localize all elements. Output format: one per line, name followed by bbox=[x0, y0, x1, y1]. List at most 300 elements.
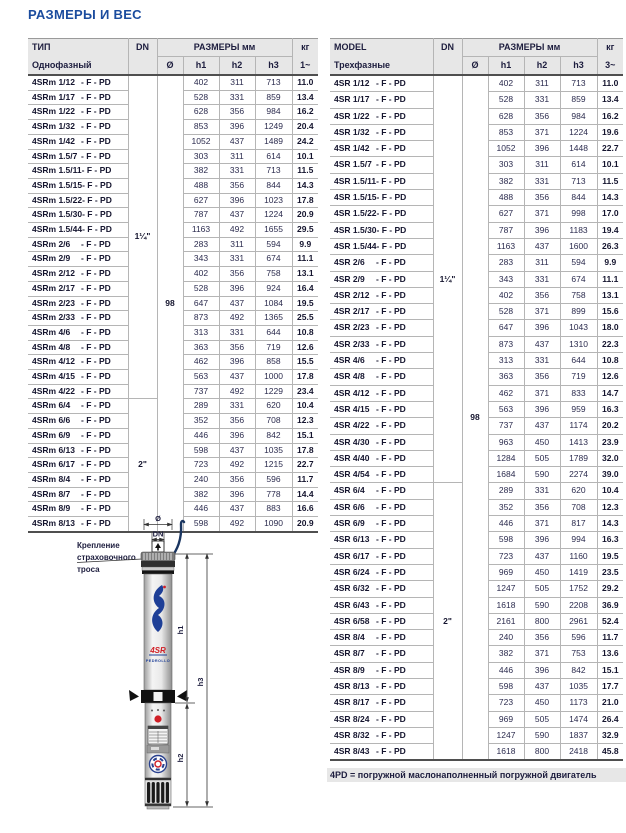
col-header-h2: h2 bbox=[219, 57, 255, 76]
h1-cell: 853 bbox=[183, 120, 219, 135]
h3-cell: 2274 bbox=[560, 467, 597, 483]
clamp-arrow-right-icon bbox=[177, 690, 187, 701]
h1-cell: 382 bbox=[488, 646, 524, 662]
weight-cell: 16.2 bbox=[292, 105, 318, 120]
h3-cell: 596 bbox=[255, 472, 292, 487]
model-cell: 4SRm 4/8 - F - PD bbox=[28, 340, 128, 355]
svg-text:Ø: Ø bbox=[155, 514, 161, 523]
model-cell: 4SR 6/58 - F - PD bbox=[330, 613, 433, 629]
h1-cell: 628 bbox=[488, 108, 524, 124]
h3-cell: 614 bbox=[560, 157, 597, 173]
weight-cell: 19.4 bbox=[597, 222, 623, 238]
model-cell: 4SR 8/9 - F - PD bbox=[330, 662, 433, 678]
h1-cell: 313 bbox=[183, 325, 219, 340]
h1-cell: 627 bbox=[183, 193, 219, 208]
h3-cell: 833 bbox=[560, 385, 597, 401]
model-cell: 4SR 8/32 - F - PD bbox=[330, 727, 433, 743]
h2-cell: 331 bbox=[524, 92, 560, 108]
h3-cell: 644 bbox=[560, 353, 597, 369]
three-phase-rows bbox=[330, 75, 623, 760]
h1-cell: 283 bbox=[183, 237, 219, 252]
weight-cell: 14.7 bbox=[597, 385, 623, 401]
h2-cell: 371 bbox=[524, 124, 560, 140]
h3-cell: 620 bbox=[255, 399, 292, 414]
weight-cell: 11.0 bbox=[292, 75, 318, 90]
h2-cell: 492 bbox=[219, 458, 255, 473]
weight-cell: 23.4 bbox=[292, 384, 318, 399]
h2-cell: 356 bbox=[219, 340, 255, 355]
svg-text:страховочного: страховочного bbox=[77, 553, 136, 562]
h2-cell: 437 bbox=[219, 502, 255, 517]
h3-cell: 1000 bbox=[255, 370, 292, 385]
h1-cell: 402 bbox=[183, 75, 219, 90]
h2-cell: 396 bbox=[219, 355, 255, 370]
h2-cell: 492 bbox=[219, 517, 255, 532]
weight-cell: 16.3 bbox=[597, 401, 623, 417]
h2-cell: 396 bbox=[219, 428, 255, 443]
weight-cell: 13.4 bbox=[597, 92, 623, 108]
weight-cell: 17.0 bbox=[597, 206, 623, 222]
model-cell: 4SR 2/33 - F - PD bbox=[330, 336, 433, 352]
col-header-dn-spacer bbox=[433, 57, 462, 76]
h3-cell: 2418 bbox=[560, 744, 597, 761]
h2-cell: 505 bbox=[524, 450, 560, 466]
h3-cell: 758 bbox=[560, 287, 597, 303]
weight-cell: 17.8 bbox=[292, 370, 318, 385]
h3-cell: 1365 bbox=[255, 311, 292, 326]
h2-cell: 437 bbox=[524, 336, 560, 352]
h3-cell: 594 bbox=[255, 237, 292, 252]
h1-cell: 1052 bbox=[488, 141, 524, 157]
single-phase-table bbox=[28, 38, 318, 533]
model-cell: 4SR 2/6 - F - PD bbox=[330, 255, 433, 271]
h1-cell: 382 bbox=[488, 173, 524, 189]
model-cell: 4SR 6/17 - F - PD bbox=[330, 548, 433, 564]
h2-cell: 371 bbox=[524, 646, 560, 662]
h3-cell: 1655 bbox=[255, 223, 292, 238]
svg-text:DN: DN bbox=[152, 529, 164, 539]
h3-cell: 1310 bbox=[560, 336, 597, 352]
col-header-model: MODEL bbox=[330, 39, 433, 57]
h3-cell: 844 bbox=[560, 190, 597, 206]
h1-cell: 723 bbox=[488, 548, 524, 564]
weight-cell: 13.4 bbox=[292, 90, 318, 105]
h2-cell: 437 bbox=[219, 296, 255, 311]
h3-cell: 1174 bbox=[560, 418, 597, 434]
model-cell: 4SR 1.5/11- F - PD bbox=[330, 173, 433, 189]
model-cell: 4SR 1.5/22- F - PD bbox=[330, 206, 433, 222]
model-cell: 4SRm 1.5/11- F - PD bbox=[28, 164, 128, 179]
h3-cell: 753 bbox=[560, 646, 597, 662]
h2-cell: 356 bbox=[524, 108, 560, 124]
h3-cell: 644 bbox=[255, 325, 292, 340]
col-header-diameter: Ø bbox=[157, 57, 183, 76]
model-cell: 4SR 1/42 - F - PD bbox=[330, 141, 433, 157]
model-cell: 4SR 6/4 - F - PD bbox=[330, 483, 433, 499]
model-cell: 4SR 1.5/7 - F - PD bbox=[330, 157, 433, 173]
h1-cell: 963 bbox=[488, 434, 524, 450]
pump-head bbox=[141, 541, 175, 574]
h2-cell: 356 bbox=[219, 178, 255, 193]
h2-cell: 450 bbox=[524, 564, 560, 580]
col-header-phase-symbol: 3~ bbox=[597, 57, 623, 76]
weight-cell: 12.3 bbox=[597, 499, 623, 515]
h1-cell: 402 bbox=[488, 75, 524, 92]
h1-cell: 723 bbox=[488, 695, 524, 711]
h2-cell: 437 bbox=[219, 208, 255, 223]
weight-cell: 32.0 bbox=[597, 450, 623, 466]
h1-cell: 1618 bbox=[488, 597, 524, 613]
model-cell: 4SRm 1.5/7 - F - PD bbox=[28, 149, 128, 164]
model-cell: 4SR 1/12 - F - PD bbox=[330, 75, 433, 92]
h2-cell: 437 bbox=[219, 443, 255, 458]
h1-cell: 873 bbox=[183, 311, 219, 326]
h3-cell: 959 bbox=[560, 401, 597, 417]
h3-cell: 758 bbox=[255, 267, 292, 282]
h3-cell: 1600 bbox=[560, 238, 597, 254]
model-cell: 4SR 6/6 - F - PD bbox=[330, 499, 433, 515]
h3-cell: 1489 bbox=[255, 134, 292, 149]
h3-cell: 1249 bbox=[255, 120, 292, 135]
svg-text:h2: h2 bbox=[176, 753, 185, 763]
h1-cell: 446 bbox=[183, 502, 219, 517]
h2-cell: 331 bbox=[219, 399, 255, 414]
h2-cell: 356 bbox=[219, 105, 255, 120]
weight-cell: 17.7 bbox=[597, 678, 623, 694]
h3-cell: 719 bbox=[560, 369, 597, 385]
weight-cell: 22.7 bbox=[292, 458, 318, 473]
h2-cell: 311 bbox=[219, 237, 255, 252]
h1-cell: 352 bbox=[183, 414, 219, 429]
h3-cell: 842 bbox=[255, 428, 292, 443]
weight-cell: 10.1 bbox=[597, 157, 623, 173]
h1-cell: 1618 bbox=[488, 744, 524, 761]
h1-cell: 598 bbox=[488, 678, 524, 694]
model-cell: 4SR 8/43 - F - PD bbox=[330, 744, 433, 761]
h2-cell: 437 bbox=[524, 238, 560, 254]
weight-cell: 11.1 bbox=[292, 252, 318, 267]
weight-cell: 22.3 bbox=[597, 336, 623, 352]
single-phase-table-header bbox=[28, 39, 318, 76]
h2-cell: 396 bbox=[219, 120, 255, 135]
h3-cell: 708 bbox=[255, 414, 292, 429]
h2-cell: 371 bbox=[524, 304, 560, 320]
h2-cell: 331 bbox=[524, 353, 560, 369]
h1-cell: 283 bbox=[488, 255, 524, 271]
h1-cell: 1684 bbox=[488, 467, 524, 483]
h1-cell: 289 bbox=[488, 483, 524, 499]
h2-cell: 396 bbox=[524, 141, 560, 157]
h3-cell: 614 bbox=[255, 149, 292, 164]
model-cell: 4SR 1.5/30- F - PD bbox=[330, 222, 433, 238]
model-cell: 4SR 1/22 - F - PD bbox=[330, 108, 433, 124]
weight-cell: 12.3 bbox=[292, 414, 318, 429]
weight-cell: 22.7 bbox=[597, 141, 623, 157]
h2-cell: 590 bbox=[524, 597, 560, 613]
svg-text:Крепление: Крепление bbox=[77, 541, 120, 550]
col-header-h1: h1 bbox=[488, 57, 524, 76]
h2-cell: 396 bbox=[219, 193, 255, 208]
model-cell: 4SR 6/9 - F - PD bbox=[330, 516, 433, 532]
h1-cell: 446 bbox=[488, 662, 524, 678]
weight-cell: 9.9 bbox=[292, 237, 318, 252]
model-cell: 4SRm 6/13 - F - PD bbox=[28, 443, 128, 458]
weight-cell: 23.5 bbox=[597, 564, 623, 580]
weight-cell: 24.2 bbox=[292, 134, 318, 149]
h2-cell: 505 bbox=[524, 581, 560, 597]
model-cell: 4SR 1/32 - F - PD bbox=[330, 124, 433, 140]
footnote: 4PD = погружной маслонаполненный погружной двигатель bbox=[327, 768, 626, 782]
weight-cell: 52.4 bbox=[597, 613, 623, 629]
model-cell: 4SR 4/22 - F - PD bbox=[330, 418, 433, 434]
model-cell: 4SR 6/43 - F - PD bbox=[330, 597, 433, 613]
weight-cell: 17.8 bbox=[292, 193, 318, 208]
h2-cell: 311 bbox=[219, 149, 255, 164]
weight-cell: 15.5 bbox=[292, 355, 318, 370]
table-row bbox=[28, 75, 318, 90]
h3-cell: 1752 bbox=[560, 581, 597, 597]
model-cell: 4SRm 4/12 - F - PD bbox=[28, 355, 128, 370]
weight-cell: 12.6 bbox=[292, 340, 318, 355]
col-header-dn: DN bbox=[433, 39, 462, 57]
h1-cell: 289 bbox=[183, 399, 219, 414]
model-cell: 4SR 6/13 - F - PD bbox=[330, 532, 433, 548]
height-dimensions bbox=[173, 554, 213, 807]
h1-cell: 598 bbox=[183, 517, 219, 532]
weight-cell: 18.0 bbox=[597, 320, 623, 336]
h3-cell: 844 bbox=[255, 178, 292, 193]
h2-cell: 590 bbox=[524, 727, 560, 743]
h3-cell: 924 bbox=[255, 281, 292, 296]
h1-cell: 737 bbox=[183, 384, 219, 399]
col-header-h3: h3 bbox=[560, 57, 597, 76]
model-cell: 4SR 4/6 - F - PD bbox=[330, 353, 433, 369]
h3-cell: 713 bbox=[255, 75, 292, 90]
weight-cell: 11.7 bbox=[292, 472, 318, 487]
weight-cell: 10.8 bbox=[597, 353, 623, 369]
clamp-arrow-left-icon bbox=[129, 690, 139, 701]
h1-cell: 1284 bbox=[488, 450, 524, 466]
weight-cell: 23.9 bbox=[597, 434, 623, 450]
model-cell: 4SR 4/12 - F - PD bbox=[330, 385, 433, 401]
weight-cell: 19.5 bbox=[597, 548, 623, 564]
svg-text:h1: h1 bbox=[176, 625, 185, 635]
h1-cell: 240 bbox=[488, 630, 524, 646]
h3-cell: 1448 bbox=[560, 141, 597, 157]
h1-cell: 647 bbox=[183, 296, 219, 311]
h1-cell: 352 bbox=[488, 499, 524, 515]
h1-cell: 462 bbox=[488, 385, 524, 401]
h3-cell: 674 bbox=[560, 271, 597, 287]
h3-cell: 1229 bbox=[255, 384, 292, 399]
three-phase-table-header bbox=[330, 39, 623, 76]
model-cell: 4SRm 8/4 - F - PD bbox=[28, 472, 128, 487]
weight-cell: 36.9 bbox=[597, 597, 623, 613]
h1-cell: 1247 bbox=[488, 581, 524, 597]
h2-cell: 356 bbox=[524, 630, 560, 646]
weight-cell: 14.4 bbox=[292, 487, 318, 502]
h1-cell: 628 bbox=[183, 105, 219, 120]
h2-cell: 356 bbox=[524, 499, 560, 515]
weight-cell: 19.5 bbox=[292, 296, 318, 311]
h1-cell: 488 bbox=[183, 178, 219, 193]
safety-cable-label bbox=[77, 541, 142, 574]
h2-cell: 450 bbox=[524, 695, 560, 711]
h3-cell: 1224 bbox=[560, 124, 597, 140]
h2-cell: 356 bbox=[524, 287, 560, 303]
weight-cell: 14.3 bbox=[597, 190, 623, 206]
model-cell: 4SRm 4/15 - F - PD bbox=[28, 370, 128, 385]
model-cell: 4SRm 1/17 - F - PD bbox=[28, 90, 128, 105]
h3-cell: 1215 bbox=[255, 458, 292, 473]
model-cell: 4SRm 2/23 - F - PD bbox=[28, 296, 128, 311]
model-cell: 4SRm 2/12 - F - PD bbox=[28, 267, 128, 282]
model-cell: 4SRm 6/4 - F - PD bbox=[28, 399, 128, 414]
h3-cell: 719 bbox=[255, 340, 292, 355]
model-cell: 4SRm 1/22 - F - PD bbox=[28, 105, 128, 120]
h1-cell: 528 bbox=[183, 281, 219, 296]
h1-cell: 853 bbox=[488, 124, 524, 140]
weight-cell: 13.1 bbox=[292, 267, 318, 282]
h2-cell: 331 bbox=[524, 173, 560, 189]
weight-cell: 26.4 bbox=[597, 711, 623, 727]
model-cell: 4SRm 1.5/30- F - PD bbox=[28, 208, 128, 223]
h3-cell: 1837 bbox=[560, 727, 597, 743]
model-cell: 4SR 4/30 - F - PD bbox=[330, 434, 433, 450]
h1-cell: 2161 bbox=[488, 613, 524, 629]
svg-text:троса: троса bbox=[77, 565, 100, 574]
model-cell: 4SR 8/17 - F - PD bbox=[330, 695, 433, 711]
h3-cell: 596 bbox=[560, 630, 597, 646]
model-cell: 4SR 8/13 - F - PD bbox=[330, 678, 433, 694]
weight-cell: 29.2 bbox=[597, 581, 623, 597]
weight-cell: 15.1 bbox=[292, 428, 318, 443]
model-cell: 4SRm 2/17 - F - PD bbox=[28, 281, 128, 296]
model-cell: 4SRm 2/9 - F - PD bbox=[28, 252, 128, 267]
h2-cell: 492 bbox=[219, 384, 255, 399]
weight-cell: 32.9 bbox=[597, 727, 623, 743]
h2-cell: 356 bbox=[219, 472, 255, 487]
h2-cell: 492 bbox=[219, 223, 255, 238]
h2-cell: 331 bbox=[219, 164, 255, 179]
weight-cell: 16.4 bbox=[292, 281, 318, 296]
weight-cell: 13.6 bbox=[597, 646, 623, 662]
h1-cell: 343 bbox=[183, 252, 219, 267]
col-header-dimensions: РАЗМЕРЫ мм bbox=[157, 39, 292, 57]
h3-cell: 1474 bbox=[560, 711, 597, 727]
h2-cell: 590 bbox=[524, 467, 560, 483]
model-cell: 4SR 2/17 - F - PD bbox=[330, 304, 433, 320]
h3-cell: 984 bbox=[255, 105, 292, 120]
pump-drawing bbox=[25, 500, 255, 833]
h1-cell: 598 bbox=[488, 532, 524, 548]
h1-cell: 528 bbox=[488, 92, 524, 108]
h2-cell: 356 bbox=[524, 369, 560, 385]
h3-cell: 1419 bbox=[560, 564, 597, 580]
col-header-type: ТИП bbox=[28, 39, 128, 57]
model-cell: 4SR 1/17 - F - PD bbox=[330, 92, 433, 108]
weight-cell: 25.5 bbox=[292, 311, 318, 326]
h3-cell: 594 bbox=[560, 255, 597, 271]
h1-cell: 1247 bbox=[488, 727, 524, 743]
dn-cell: 1¼" bbox=[128, 75, 157, 399]
weight-cell: 15.1 bbox=[597, 662, 623, 678]
pump-body bbox=[144, 574, 172, 690]
h1-cell: 528 bbox=[183, 90, 219, 105]
h1-cell: 873 bbox=[488, 336, 524, 352]
h1-cell: 723 bbox=[183, 458, 219, 473]
dn-cell: 1¼" bbox=[433, 75, 462, 483]
h3-cell: 2961 bbox=[560, 613, 597, 629]
col-header-h3: h3 bbox=[255, 57, 292, 76]
model-cell: 4SR 1.5/44- F - PD bbox=[330, 238, 433, 254]
h3-cell: 883 bbox=[255, 502, 292, 517]
h3-cell: 1090 bbox=[255, 517, 292, 532]
h3-cell: 984 bbox=[560, 108, 597, 124]
h3-cell: 817 bbox=[560, 516, 597, 532]
h2-cell: 356 bbox=[219, 414, 255, 429]
weight-cell: 45.8 bbox=[597, 744, 623, 761]
h3-cell: 713 bbox=[255, 164, 292, 179]
h1-cell: 446 bbox=[183, 428, 219, 443]
h2-cell: 800 bbox=[524, 613, 560, 629]
h3-cell: 1789 bbox=[560, 450, 597, 466]
h1-cell: 1052 bbox=[183, 134, 219, 149]
h2-cell: 371 bbox=[524, 516, 560, 532]
suction-strainer bbox=[145, 778, 171, 806]
diameter-cell: 98 bbox=[462, 75, 488, 760]
weight-cell: 26.3 bbox=[597, 238, 623, 254]
weight-cell: 10.8 bbox=[292, 325, 318, 340]
h3-cell: 842 bbox=[560, 662, 597, 678]
pump-model-text: 4SR bbox=[150, 646, 166, 655]
model-cell: 4SR 2/23 - F - PD bbox=[330, 320, 433, 336]
h1-cell: 240 bbox=[183, 472, 219, 487]
h2-cell: 437 bbox=[219, 134, 255, 149]
model-cell: 4SR 6/32 - F - PD bbox=[330, 581, 433, 597]
h1-cell: 402 bbox=[183, 267, 219, 282]
h3-cell: 778 bbox=[255, 487, 292, 502]
cable-clamp-band bbox=[129, 690, 187, 703]
model-cell: 4SRm 1/42 - F - PD bbox=[28, 134, 128, 149]
h2-cell: 437 bbox=[219, 370, 255, 385]
h3-cell: 1173 bbox=[560, 695, 597, 711]
h1-cell: 446 bbox=[488, 516, 524, 532]
weight-cell: 11.7 bbox=[597, 630, 623, 646]
h1-cell: 787 bbox=[183, 208, 219, 223]
h3-cell: 713 bbox=[560, 75, 597, 92]
weight-cell: 10.4 bbox=[292, 399, 318, 414]
h1-cell: 303 bbox=[183, 149, 219, 164]
weight-cell: 13.1 bbox=[597, 287, 623, 303]
h2-cell: 492 bbox=[219, 311, 255, 326]
weight-cell: 20.9 bbox=[292, 517, 318, 532]
motor-nameplate bbox=[148, 726, 168, 744]
h1-cell: 598 bbox=[183, 443, 219, 458]
motor-section bbox=[145, 703, 171, 809]
h3-cell: 620 bbox=[560, 483, 597, 499]
col-header-phase-symbol: 1~ bbox=[292, 57, 318, 76]
model-cell: 4SR 4/8 - F - PD bbox=[330, 369, 433, 385]
h2-cell: 311 bbox=[524, 75, 560, 92]
col-header-h1: h1 bbox=[183, 57, 219, 76]
h2-cell: 396 bbox=[219, 281, 255, 296]
h3-cell: 1035 bbox=[255, 443, 292, 458]
col-header-phase: Однофазный bbox=[28, 57, 128, 76]
dn-cell: 2" bbox=[433, 483, 462, 761]
h2-cell: 331 bbox=[524, 483, 560, 499]
h1-cell: 1163 bbox=[488, 238, 524, 254]
